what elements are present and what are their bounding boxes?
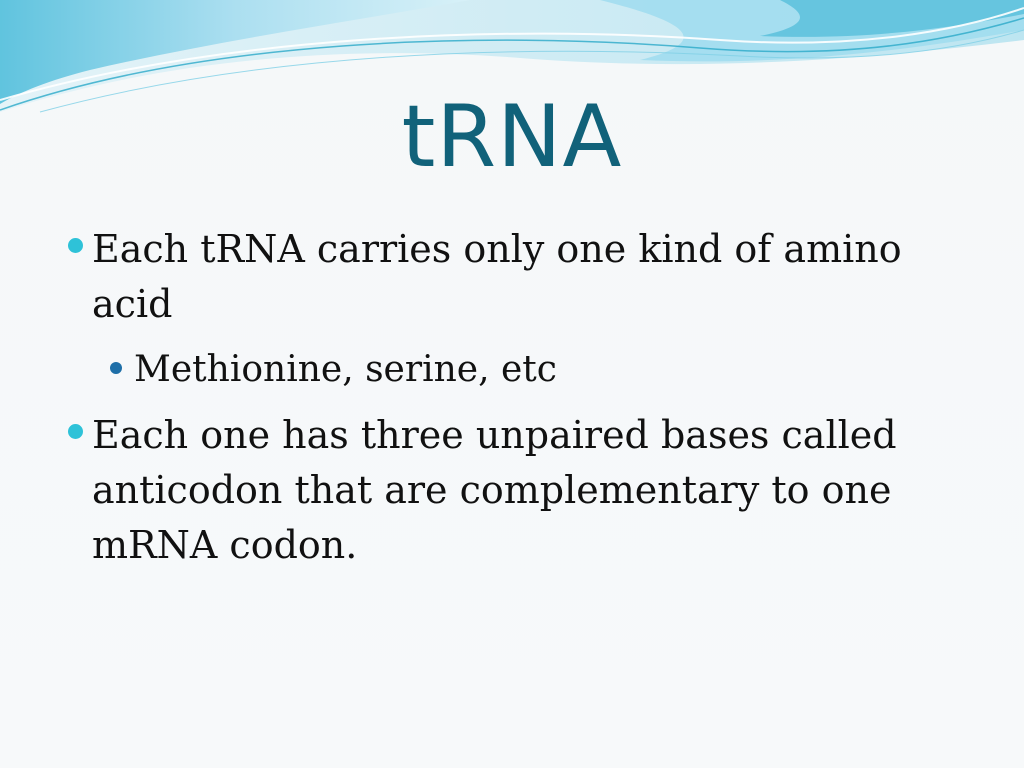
- sub-bullet-item: [64, 342, 964, 398]
- bullet-icon: [68, 424, 83, 439]
- sub-bullet-icon: [110, 362, 122, 374]
- sub-bullet-text: Methionine, serine, etc: [134, 349, 557, 390]
- bullet-item: [64, 408, 964, 573]
- bullet-text: Each tRNA carries only one kind of amino acid: [92, 227, 902, 326]
- bullet-list: [64, 222, 964, 573]
- bullet-text: Each one has three unpaired bases called anticodon that are complementary to one mRNA codon.: [92, 413, 897, 567]
- bullet-icon: [68, 238, 83, 253]
- bullet-item: [64, 222, 964, 332]
- slide-title: tRNA: [401, 87, 623, 187]
